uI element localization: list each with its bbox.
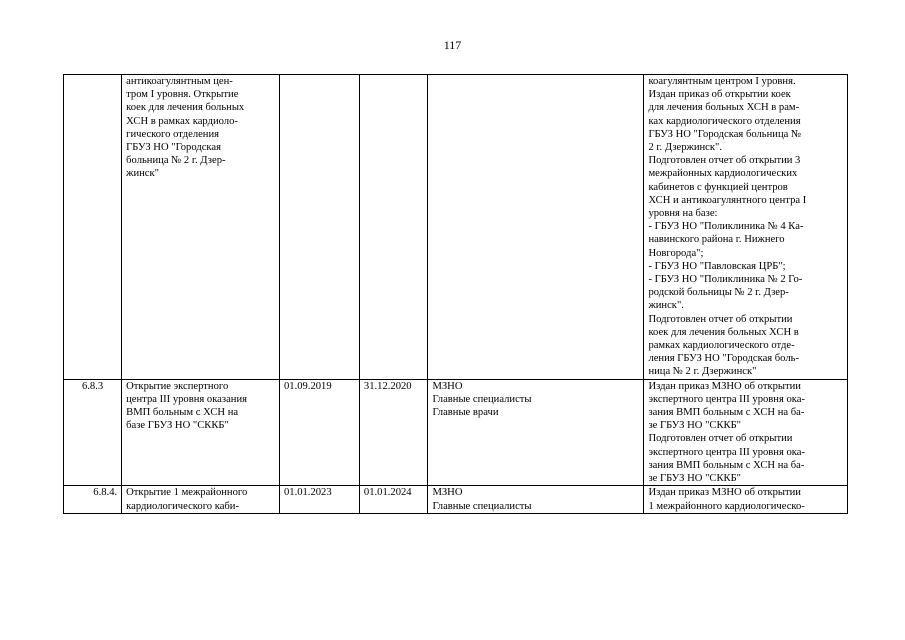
result-text-line: для лечения больных ХСН в рам- xyxy=(648,102,800,114)
responsible-text-line: МЗНО xyxy=(432,380,463,392)
result-text-line: Подготовлен отчет об открытии xyxy=(648,433,793,445)
start-date-cell xyxy=(279,379,359,486)
result-text-line: - ГБУЗ НО "Поликлиника № 2 Го- xyxy=(648,274,803,286)
responsible-cell xyxy=(428,75,644,380)
result-text-line: - ГБУЗ НО "Поликлиника № 4 Ка- xyxy=(648,221,804,233)
result-text-line: Подготовлен отчет об открытии 3 xyxy=(648,155,801,167)
event-cell xyxy=(122,379,280,486)
row-number: 6.8.3 xyxy=(81,380,104,392)
result-text-line: навинского района г. Нижнего xyxy=(648,234,785,246)
table-body xyxy=(64,75,848,514)
page-number: 117 xyxy=(443,38,462,52)
result-text-line: ления ГБУЗ НО "Городская боль- xyxy=(648,353,799,365)
table-row xyxy=(64,75,848,380)
responsible-cell xyxy=(428,486,644,513)
event-text-line: коек для лечения больных xyxy=(126,102,245,114)
result-text-line: зания ВМП больным с ХСН на ба- xyxy=(648,407,805,419)
result-text-line: 1 межрайонного кардиологическо- xyxy=(648,500,805,512)
responsible-text-line: Главные врачи xyxy=(432,407,499,419)
plan-table xyxy=(63,74,848,514)
result-text-line: зе ГБУЗ НО "СККБ" xyxy=(648,420,742,432)
result-text-line: Издан приказ МЗНО об открытии xyxy=(648,380,801,392)
result-text-line: Издан приказ об открытии коек xyxy=(648,89,791,101)
start-date-cell xyxy=(279,486,359,513)
result-text-line: зания ВМП больным с ХСН на ба- xyxy=(648,459,805,471)
row-number-cell xyxy=(64,75,122,380)
result-text-line: 2 г. Дзержинск". xyxy=(648,142,722,154)
result-text-line: Новгорода"; xyxy=(648,247,704,259)
row-number-cell xyxy=(64,379,122,486)
result-text-line: родской больницы № 2 г. Дзер- xyxy=(648,287,789,299)
result-text-line: ГБУЗ НО "Городская больница № xyxy=(648,128,802,140)
result-cell xyxy=(644,379,848,486)
result-cell xyxy=(644,486,848,513)
result-cell xyxy=(644,75,848,380)
event-cell xyxy=(122,75,280,380)
event-text-line: жинск" xyxy=(126,168,159,180)
start-date: 01.09.2019 xyxy=(283,380,332,392)
responsible-text-line: МЗНО xyxy=(432,487,463,499)
result-text-line: - ГБУЗ НО "Павловская ЦРБ"; xyxy=(648,260,786,272)
result-text-line: экспертного центра III уровня ока- xyxy=(648,393,805,405)
start-date: 01.01.2023 xyxy=(283,487,332,499)
event-text-line: больница № 2 г. Дзер- xyxy=(126,155,226,167)
end-date: 01.01.2024 xyxy=(363,487,412,499)
event-text-line: Открытие экспертного xyxy=(126,380,229,392)
responsible-cell xyxy=(428,379,644,486)
event-text-line: кардиологического каби- xyxy=(126,500,240,512)
result-text-line: коагулянтным центром I уровня. xyxy=(648,76,796,87)
result-text-line: жинск". xyxy=(648,300,684,312)
result-text-line: уровня на базе: xyxy=(648,208,718,220)
end-date: 31.12.2020 xyxy=(363,380,412,392)
event-text-line: ГБУЗ НО "Городская xyxy=(126,142,221,154)
end-date-cell xyxy=(359,75,428,380)
result-text-line: зе ГБУЗ НО "СККБ" xyxy=(648,473,742,485)
result-text-line: рамках кардиологического отде- xyxy=(648,340,795,352)
event-text-line: тром I уровня. Открытие xyxy=(126,89,239,101)
result-text-line: кабинетов с функцией центров xyxy=(648,181,788,193)
event-text-line: ХСН в рамках кардиоло- xyxy=(126,115,238,127)
table-row xyxy=(64,379,848,486)
responsible-text-line: Главные специалисты xyxy=(432,393,532,405)
result-text-line: ХСН и антикоагулянтного центра I xyxy=(648,194,807,206)
result-text-line: Подготовлен отчет об открытии xyxy=(648,313,793,325)
row-number: 6.8.4. xyxy=(93,487,118,499)
event-text-line: ВМП больным с ХСН на xyxy=(126,407,239,419)
event-text-line: центра III уровня оказания xyxy=(126,393,247,405)
row-number-cell xyxy=(64,486,122,513)
start-date-cell xyxy=(279,75,359,380)
event-cell xyxy=(122,486,280,513)
responsible-text-line: Главные специалисты xyxy=(432,500,532,512)
table-row xyxy=(64,486,848,513)
result-text-line: Издан приказ МЗНО об открытии xyxy=(648,487,801,499)
end-date-cell xyxy=(359,379,428,486)
result-text-line: ках кардиологического отделения xyxy=(648,115,801,127)
result-text-line: межрайонных кардиологических xyxy=(648,168,798,180)
event-text-line: гического отделения xyxy=(126,128,220,140)
end-date-cell xyxy=(359,486,428,513)
event-text-line: антикоагулянтным цен- xyxy=(126,76,233,87)
result-text-line: экспертного центра III уровня ока- xyxy=(648,446,805,458)
event-text-line: базе ГБУЗ НО "СККБ" xyxy=(126,420,229,432)
result-text-line: коек для лечения больных ХСН в xyxy=(648,326,799,338)
event-text-line: Открытие 1 межрайонного xyxy=(126,487,248,499)
result-text-line: ница № 2 г. Дзержинск" xyxy=(648,366,757,378)
